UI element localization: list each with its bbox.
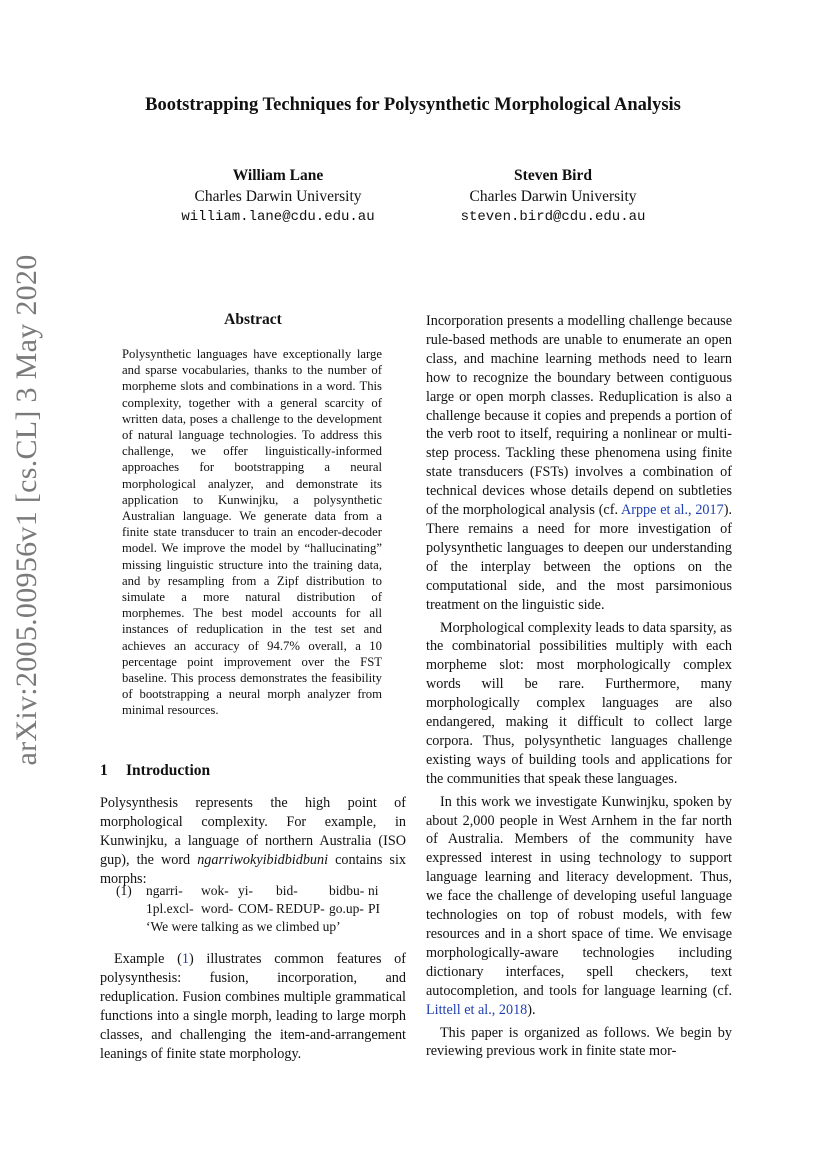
author-name: Steven Bird xyxy=(514,167,592,184)
arxiv-stamp-text: arXiv:2005.00956v1 [cs.CL] 3 May 2020 xyxy=(10,254,43,766)
gloss-row xyxy=(100,900,406,918)
intro-p1-text: Polysynthesis represents the high point of morphological complexity. For example, in Kunwinjku, a language of northern Australia (ISO gup), the word xyxy=(100,795,406,868)
gloss: PI xyxy=(368,901,381,916)
example-ref-link[interactable]: 1 xyxy=(181,951,189,967)
author-affiliation: Charles Darwin University xyxy=(469,188,637,205)
abstract-heading: Abstract xyxy=(224,311,282,328)
intro-p1-text-end: contains six morphs: xyxy=(100,851,406,887)
morph-row xyxy=(100,882,406,900)
citation-link[interactable]: Arppe et al., 2017 xyxy=(620,502,724,519)
morph: bid- xyxy=(276,883,298,898)
intro-paragraph-1 xyxy=(100,794,406,889)
right-p3-text: In this work we investigate Kunwinjku, spoken by about 2,000 people in West Arnhem in the far north of Australia. Members of the community have expressed interest in using technology to support language learning and literacy development. Thus, we face the challenge of developing useful language technologies on top of robust models, with few resources and in a short space of time. We envisage morphologically-aware technologies including dictionary interfaces, spell checkers, text autocompletion, and tools for language learning (cf. xyxy=(426,793,732,999)
gloss: go.up- xyxy=(329,901,364,916)
gloss: COM- xyxy=(238,901,274,916)
right-paragraph-1 xyxy=(426,312,732,615)
right-column xyxy=(426,312,732,1061)
arxiv-stamp xyxy=(2,254,52,766)
author-block-1 xyxy=(128,165,428,228)
morph: ni xyxy=(368,883,379,898)
morph: yi- xyxy=(238,883,253,898)
gloss: 1pl.excl- xyxy=(146,901,194,916)
right-p1-text-end: ). There remains a need for more investigation of polysynthetic languages to deepen our understanding of the interplay between the options on the computational side, and the most parsimonious treatment on the linguistic side. xyxy=(426,502,732,613)
section-heading-introduction xyxy=(100,762,210,780)
section-title: Introduction xyxy=(126,762,211,779)
morph: wok- xyxy=(201,883,229,898)
gloss: word- xyxy=(201,901,234,916)
example-word: ngarriwokyibidbidbuni xyxy=(197,851,329,868)
author-name: William Lane xyxy=(232,167,324,184)
right-paragraph-3 xyxy=(426,793,732,1020)
morph: bidbu- xyxy=(329,883,365,898)
author-affiliation: Charles Darwin University xyxy=(194,188,362,205)
intro-p2-text: Example ( xyxy=(114,951,182,967)
morph: ngarri- xyxy=(146,883,183,898)
intro-paragraph-2 xyxy=(100,950,406,1063)
intro-p2-text-end: ) illustrates common features of polysynthesis: fusion, incorporation, and reduplication. Fusion combines multiple grammatical functions into a single morph, leading to large morph classes, and challenging the item-and-arrangement leanings of finite state morphology. xyxy=(100,951,406,1062)
right-p3-text-end: ). xyxy=(527,1001,536,1018)
gloss: REDUP- xyxy=(276,901,325,916)
citation-link[interactable]: Littell et al., 2018 xyxy=(426,1001,528,1018)
paper-title: Bootstrapping Techniques for Polysynthetic Morphological Analysis xyxy=(145,95,681,115)
right-p1-text: Incorporation presents a modelling challenge because rule-based methods are unable to enumerate an open class, and machine learning methods need to learn how to recognize the boundary between contiguous large or open morph classes. Reduplication is also a challenge because it copies and prepends a portion of the verb root to itself, requiring a nonlinear or multi-step process. Tackling these phenomena using finite state transducers (FSTs) involves a combination of technical devices whose details depend on subtleties of the morphological analysis (cf. xyxy=(426,313,732,519)
abstract-text: Polysynthetic languages have exceptionally large and sparse vocabularies, thanks to the number of morpheme slots and combinations in a word. This complexity, together with a general scarcity of written data, poses a challenge to the development of natural language technologies. To address this challenge, we offer linguistically-informed approaches for bootstrapping a neural morphological analyzer, and demonstrate its application to Kunwinjku, a polysynthetic Australian language. We generate data from a finite state transducer to train an encoder-decoder model. We improve the model by “hallucinating” missing linguistic structure into the training data, and by resampling from a Zipf distribution to simulate a more natural distribution of morphemes. The best model accounts for all instances of reduplication in the test set and achieves an accuracy of 94.7% overall, a 10 percentage point improvement over the FST baseline. This process demonstrates the feasibility of bootstrapping a neural morph analyzer from minimal resources. xyxy=(122,347,382,718)
author-email: steven.bird@cdu.edu.au xyxy=(460,209,646,225)
section-number: 1 xyxy=(100,762,108,779)
example-translation: ‘We were talking as we climbed up’ xyxy=(146,919,341,934)
right-paragraph-4: This paper is organized as follows. We begin by reviewing previous work in finite state mor- xyxy=(426,1024,732,1060)
example-number: (1) xyxy=(116,883,132,898)
right-paragraph-2: Morphological complexity leads to data sparsity, as the combinatorial possibilities multiply with each morpheme slot: most morphologically complex words will be rare. Furthermore, many morphologically complex languages are also endangered, making it difficult to collect large corpora. Thus, polysynthetic languages challenge existing ways of building tools and applications for the communities that speak these languages. xyxy=(426,619,732,787)
author-email: william.lane@cdu.edu.au xyxy=(181,209,375,225)
author-block-2 xyxy=(403,165,703,228)
